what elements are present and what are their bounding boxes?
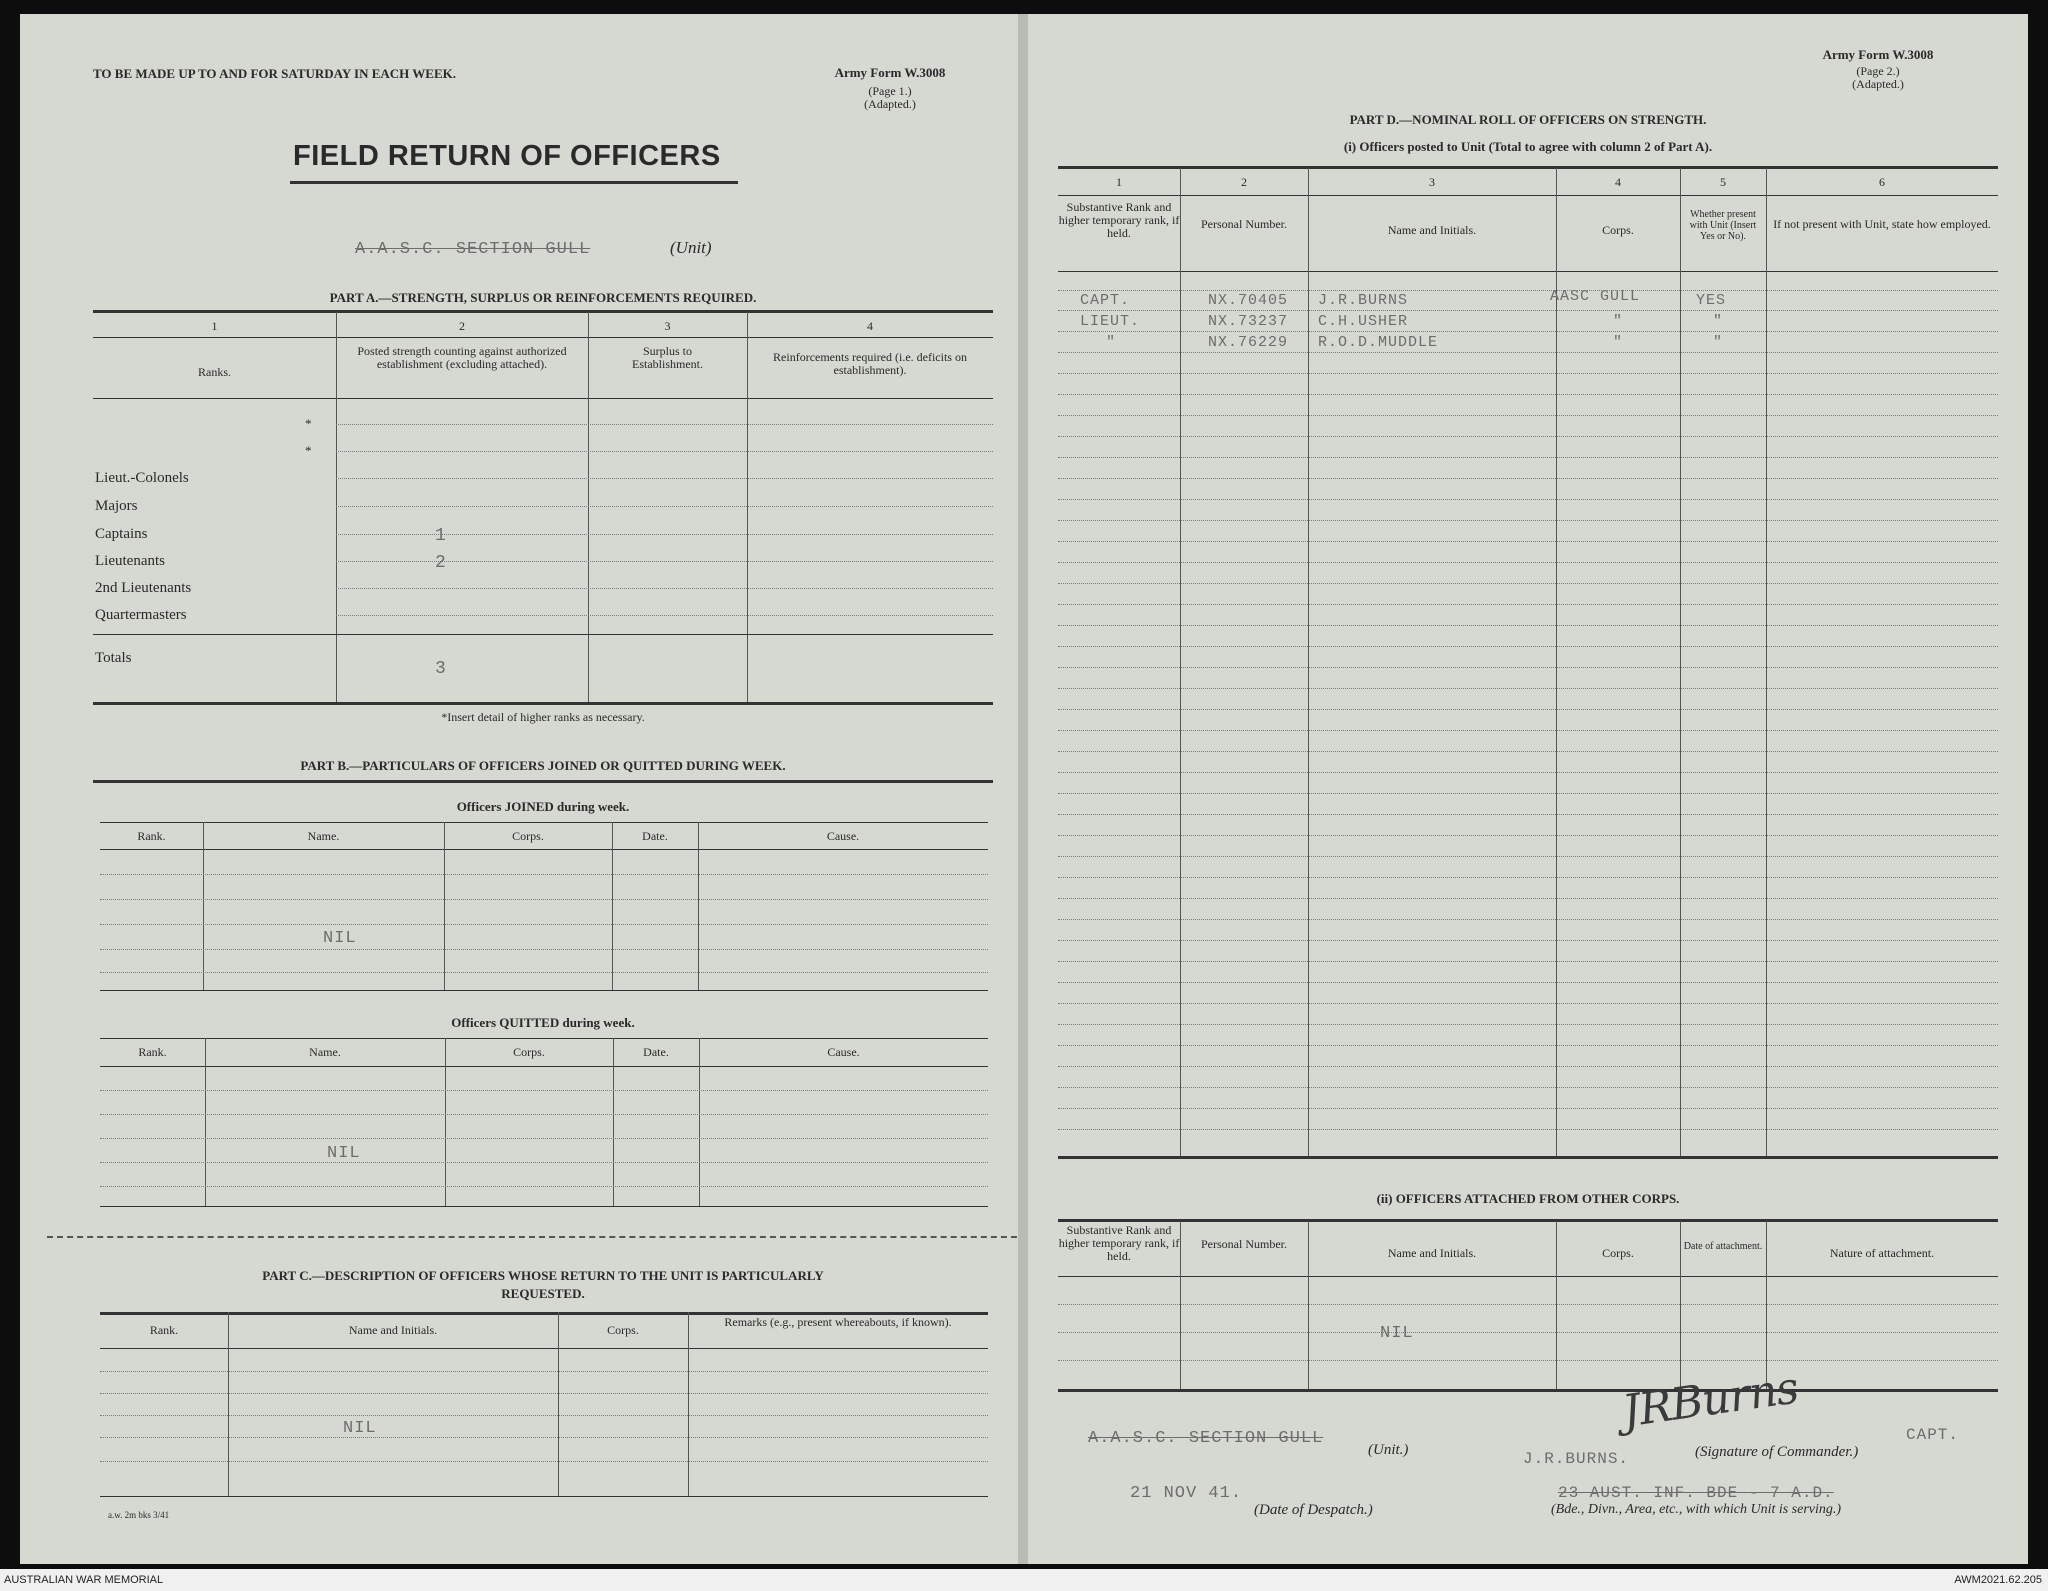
rank-captains: Captains [95, 526, 148, 542]
roll-row-3-name: R.O.D.MUDDLE [1318, 334, 1439, 351]
roll-row-2-name: C.H.USHER [1318, 313, 1409, 330]
part-a-heading: PART A.—STRENGTH, SURPLUS OR REINFORCEMENTS REQUIRED. [329, 290, 757, 305]
part-a-col-num: 2 [459, 319, 465, 333]
star-row-marker: * [305, 443, 312, 458]
part-d-col-num: 3 [1429, 175, 1435, 189]
form-number: Army Form W.3008 [834, 65, 946, 80]
footer-date-value: 21 NOV 41. [1130, 1484, 1243, 1503]
part-d-header-name: Name and Initials. [1387, 223, 1477, 237]
form-adapted: (Adapted.) [864, 97, 916, 111]
form-page-2 [1028, 14, 2028, 1564]
joined-col-name: Name. [307, 829, 340, 843]
roll-row-1-number: NX.70405 [1208, 292, 1289, 309]
quitted-col-date: Date. [643, 1045, 669, 1059]
roll-row-2-present: " [1713, 313, 1724, 330]
footer-signature-name: J.R.BURNS. [1523, 1450, 1630, 1468]
part-c-col-remarks: Remarks (e.g., present whereabouts, if known). [724, 1315, 952, 1329]
part-d-col-num: 6 [1879, 175, 1885, 189]
part-b-heading: PART B.—PARTICULARS OF OFFICERS JOINED OR QUITTED DURING WEEK. [300, 758, 786, 773]
part-c-heading-line1: PART C.—DESCRIPTION OF OFFICERS WHOSE RETURN TO THE UNIT IS PARTICULARLY [262, 1268, 824, 1283]
quitted-col-corps: Corps. [513, 1045, 545, 1059]
roll-row-1-corps: AASC GULL [1550, 288, 1641, 305]
roll-row-1-name: J.R.BURNS [1318, 292, 1409, 309]
archive-reference: AWM2021.62.205 [1954, 1574, 2042, 1586]
roll-row-1-present: YES [1696, 292, 1727, 309]
joined-col-date: Date. [642, 829, 668, 843]
part-c-col-corps: Corps. [607, 1323, 639, 1337]
part-d-header-corps: Corps. [1602, 223, 1634, 237]
part-d-col-num: 2 [1241, 175, 1247, 189]
tear-line [47, 1236, 1027, 1238]
footer-unit-label: (Unit.) [1368, 1442, 1409, 1458]
attached-header-name: Name and Initials. [1387, 1246, 1477, 1260]
attached-header-corps: Corps. [1602, 1246, 1634, 1260]
part-d-sub-ii: (ii) OFFICERS ATTACHED FROM OTHER CORPS. [1376, 1191, 1680, 1206]
quitted-col-name: Name. [309, 1045, 341, 1059]
attached-header-date: Date of attachment. [1683, 1241, 1763, 1252]
unit-value: A.A.S.C. SECTION GULL [355, 240, 591, 259]
attached-header-rank: Substantive Rank and higher temporary rank, if held. [1058, 1223, 1180, 1263]
page-title: FIELD RETURN OF OFFICERS [293, 140, 721, 172]
part-a-header-ranks: Ranks. [198, 365, 231, 379]
rank-lieutenants: Lieutenants [95, 553, 165, 569]
footer-signature-label: (Signature of Commander.) [1695, 1444, 1859, 1460]
rank-2nd-lieutenants: 2nd Lieutenants [95, 580, 192, 596]
part-a-footnote: *Insert detail of higher ranks as necessary. [441, 710, 645, 724]
quitted-col-cause: Cause. [827, 1045, 860, 1059]
archive-footer [0, 1569, 2048, 1591]
form-adapted-p2: (Adapted.) [1852, 77, 1904, 91]
star-row-marker: * [305, 416, 312, 431]
part-d-heading: PART D.—NOMINAL ROLL OF OFFICERS ON STRENGTH. [1349, 112, 1707, 127]
form-page-1 [20, 14, 1020, 1564]
part-a-col-num: 4 [867, 319, 873, 333]
totals-label: Totals [95, 650, 132, 666]
part-d-header-rank: Substantive Rank and higher temporary rank, if held. [1058, 200, 1180, 240]
footer-formation-value: 23 AUST. INF. BDE - 7 A.D. [1558, 1484, 1834, 1502]
lieutenants-count: 2 [435, 553, 447, 573]
instruction-text: TO BE MADE UP TO AND FOR SATURDAY IN EACH WEEK. [93, 66, 456, 81]
attached-header-nature: Nature of attachment. [1829, 1246, 1935, 1260]
part-d-sub-i: (i) Officers posted to Unit (Total to agree with column 2 of Part A). [1343, 139, 1713, 154]
totals-value: 3 [435, 659, 447, 679]
part-d-col-num: 4 [1615, 175, 1621, 189]
footer-date-label: (Date of Despatch.) [1254, 1502, 1373, 1518]
captains-count: 1 [435, 526, 447, 546]
commander-signature: JRBurns [1619, 1362, 1802, 1438]
attached-nil: NIL [1380, 1324, 1414, 1343]
quitted-nil: NIL [327, 1144, 361, 1163]
quitted-col-rank: Rank. [138, 1045, 167, 1059]
part-c-col-name: Name and Initials. [348, 1323, 438, 1337]
roll-row-2-number: NX.73237 [1208, 313, 1289, 330]
joined-nil: NIL [323, 929, 357, 948]
form-number-p2: Army Form W.3008 [1822, 47, 1934, 62]
part-a-col-num: 3 [664, 319, 671, 333]
roll-row-1-rank: CAPT. [1080, 292, 1131, 309]
part-d-header-employed: If not present with Unit, state how employed. [1773, 217, 1991, 231]
roll-row-2-corps: " [1613, 313, 1624, 330]
attached-header-number: Personal Number. [1201, 1237, 1287, 1251]
roll-row-2-rank: LIEUT. [1080, 313, 1141, 330]
part-a-header-surplus: Surplus to Establishment. [632, 344, 703, 371]
footer-unit-value: A.A.S.C. SECTION GULL [1088, 1429, 1324, 1448]
roll-row-3-number: NX.76229 [1208, 334, 1289, 351]
archive-name: AUSTRALIAN WAR MEMORIAL [4, 1574, 164, 1586]
roll-row-3-rank: " [1106, 334, 1117, 351]
part-c-heading-line2: REQUESTED. [501, 1286, 585, 1301]
quitted-title: Officers QUITTED during week. [451, 1015, 635, 1030]
part-d-header-present: Whether present with Unit (Insert Yes or No). [1689, 209, 1757, 242]
printer-mark: a.w. 2m bks 3/41 [108, 1510, 170, 1520]
roll-row-3-present: " [1713, 334, 1724, 351]
unit-label: (Unit) [670, 238, 712, 257]
part-c-col-rank: Rank. [149, 1323, 179, 1337]
footer-formation-label: (Bde., Divn., Area, etc., with which Unit is serving.) [1551, 1502, 1842, 1517]
rank-majors: Majors [95, 498, 138, 514]
part-d-col-num: 5 [1720, 175, 1726, 189]
footer-signature-rank: CAPT. [1906, 1426, 1960, 1444]
part-d-col-num: 1 [1116, 175, 1122, 189]
part-d-header-number: Personal Number. [1201, 217, 1287, 231]
joined-col-rank: Rank. [137, 829, 166, 843]
part-a-header-reinforcements: Reinforcements required (i.e. deficits on establishment). [773, 350, 967, 377]
rank-quartermasters: Quartermasters [95, 607, 187, 623]
joined-col-cause: Cause. [826, 829, 860, 843]
form-page: (Page 1.) [868, 84, 912, 98]
roll-row-3-corps: " [1613, 334, 1624, 351]
joined-title: Officers JOINED during week. [456, 799, 630, 814]
part-c-nil: NIL [343, 1419, 377, 1438]
part-a-header-posted: Posted strength counting against authorized establishment (excluding attached). [357, 344, 567, 371]
form-page-p2: (Page 2.) [1856, 64, 1900, 78]
rank-lieut-colonels: Lieut.-Colonels [95, 470, 189, 486]
part-a-col-num: 1 [211, 319, 218, 333]
joined-col-corps: Corps. [512, 829, 544, 843]
